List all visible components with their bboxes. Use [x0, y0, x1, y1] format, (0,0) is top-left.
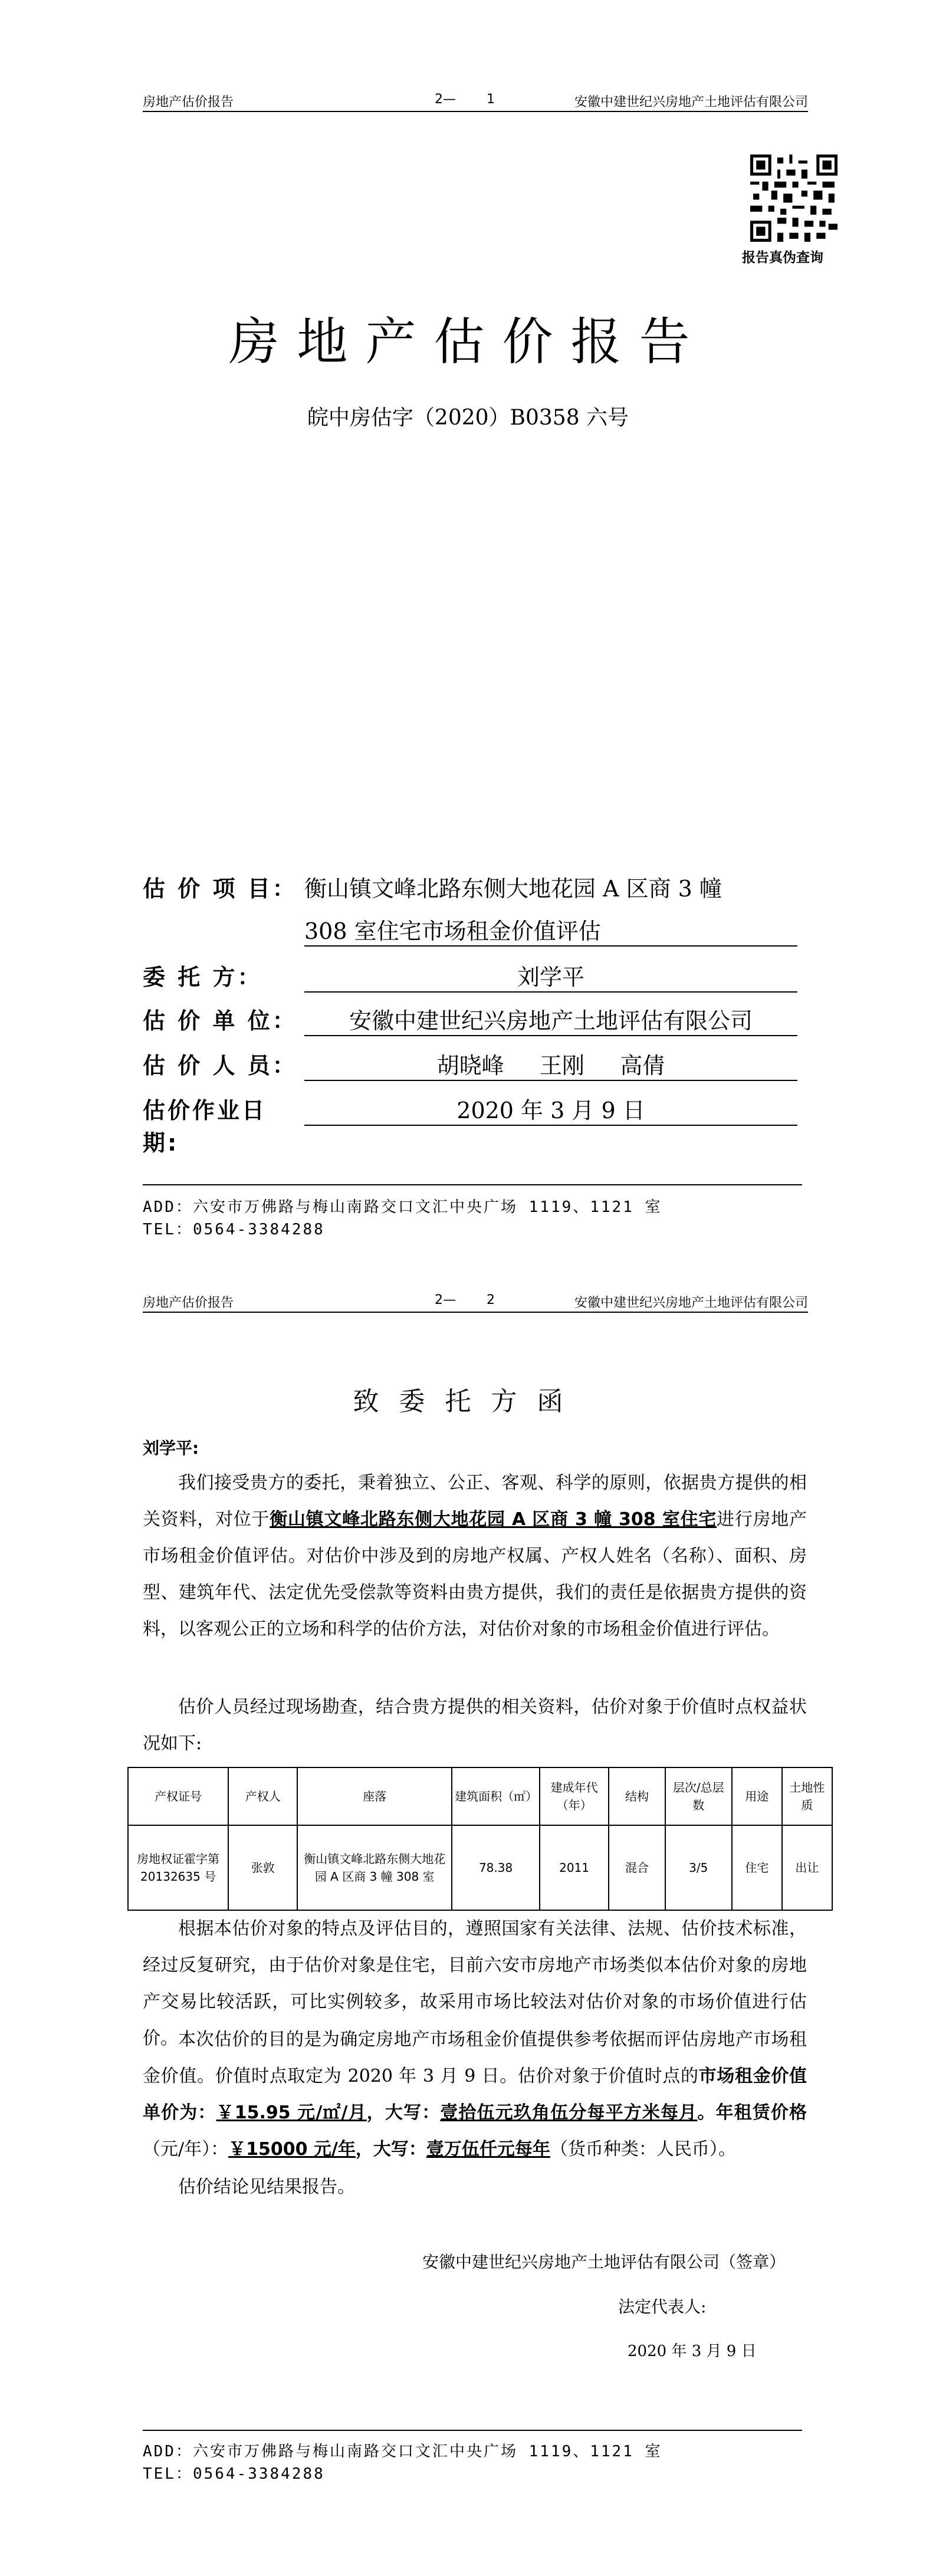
property-address: 衡山镇文峰北路东侧大地花园 A 区商 3 幢 308 室住宅	[270, 1509, 717, 1530]
field-client-value: 刘学平	[304, 959, 797, 993]
field-project-value-line2: 308 室住宅市场租金价值评估	[304, 913, 797, 947]
field-project	[143, 870, 302, 903]
field-date-label: 估价作业日期:	[143, 1098, 267, 1156]
property-info-table	[127, 1767, 833, 1911]
letter-paragraph-3: 根据本估价对象的特点及评估目的，遵照国家有关法律、法规、估价技术标准，经过反复研究，由于估价对象是住宅，目前六安市房地产市场类似本估价对象的房地产交易比较活跃，可比实例较多，故采用市场比较法对估价对象的市场价值进行估价。	[143, 1918, 807, 2049]
footer-divider	[143, 1184, 802, 1185]
unit-rent-value: ￥15.95 元/㎡/月	[216, 2102, 367, 2123]
field-unit-label: 估 价 单 位：	[143, 1008, 297, 1034]
table-header-cell: 产权人	[228, 1767, 297, 1825]
page-header	[143, 90, 808, 112]
field-unit-value: 安徽中建世纪兴房地产土地评估有限公司	[304, 1003, 797, 1036]
table-cell: 3/5	[665, 1825, 732, 1910]
header-title: 房地产估价报告	[143, 1296, 234, 1310]
field-staff-label: 估 价 人 员：	[143, 1053, 297, 1079]
table-cell: 衡山镇文峰北路东侧大地花园 A 区商 3 幢 308 室	[297, 1825, 452, 1910]
letter-paragraph-2: 估价人员经过现场勘查，结合贵方提供的相关资料，估价对象于价值时点权益状况如下:	[143, 1697, 807, 1754]
report-title: 房地产估价报告	[228, 313, 708, 372]
letter-paragraph-5: 估价结论见结果报告。	[178, 2177, 355, 2197]
signature-representative: 法定代表人:	[618, 2297, 707, 2317]
annual-rent-value: ￥15000 元/年	[228, 2139, 356, 2160]
letter-salutation: 刘学平:	[143, 1438, 199, 1458]
table-cell: 房地权证霍字第 20132635 号	[128, 1825, 228, 1910]
page-header	[143, 1290, 808, 1313]
letter-page	[0, 1288, 936, 2576]
field-staff	[143, 1047, 302, 1080]
field-date	[143, 1092, 302, 1157]
letter-title: 致委托方函	[353, 1386, 583, 1417]
header-page-number: 2— 1	[435, 92, 495, 107]
qr-code-label: 报告真伪查询	[742, 250, 823, 265]
table-header-row	[128, 1767, 832, 1825]
report-number: 皖中房估字（2020）B0358 六号	[307, 406, 629, 430]
table-row	[128, 1825, 832, 1910]
field-unit	[143, 1003, 302, 1035]
table-header-cell: 产权证号	[128, 1767, 228, 1825]
footer-address: ADD：六安市万佛路与梅山南路交口文汇中央广场 1119、1121 室	[143, 2443, 662, 2460]
qr-code-icon[interactable]	[750, 155, 838, 242]
field-client-label: 委 托 方：	[143, 964, 262, 990]
table-header-cell: 结构	[609, 1767, 665, 1825]
table-cell: 78.38	[452, 1825, 540, 1910]
table-cell: 混合	[609, 1825, 665, 1910]
table-cell: 住宅	[732, 1825, 782, 1910]
table-cell: 出让	[782, 1825, 832, 1910]
footer-divider	[143, 2430, 802, 2431]
footer-tel: TEL：0564-3384288	[143, 1221, 325, 1238]
field-client	[143, 959, 302, 991]
letter-paragraph-4: 本次估价的目的是为确定房地产市场租金价值提供参考依据而评估房地产市场租金价值。价值时点取定为 2020 年 3 月 9 日。估价对象于价值时点的市场租金价值单价为：￥15.95 元/㎡/月，大写：壹拾伍元玖角伍分每平方米每月。年租赁价格（元/年）：￥15000 元/年，大写：壹万伍仟元每年（货币种类：人民币）。	[143, 2029, 807, 2160]
unit-rent-in-words: 壹拾伍元玖角伍分每平方米每月	[440, 2102, 698, 2123]
footer-tel: TEL：0564-3384288	[143, 2465, 325, 2483]
table-cell: 2011	[540, 1825, 609, 1910]
header-company: 安徽中建世纪兴房地产土地评估有限公司	[574, 95, 808, 110]
table-header-cell: 建筑面积（㎡）	[452, 1767, 540, 1825]
header-page-number: 2— 2	[435, 1293, 495, 1307]
field-date-value: 2020 年 3 月 9 日	[304, 1092, 797, 1126]
header-company: 安徽中建世纪兴房地产土地评估有限公司	[574, 1296, 808, 1310]
letter-paragraph-1: 我们接受贵方的委托，秉着独立、公正、客观、科学的原则，依据贵方提供的相关资料，对位于衡山镇文峰北路东侧大地花园 A 区商 3 幢 308 室住宅进行房地产市场租金价值评估。对估价中涉及到的房地产权属、产权人姓名（名称）、面积、房型、建筑年代、法定优先受偿款等资料由贵方提供，我们的责任是依据贵方提供的资料，以客观公正的立场和科学的估价方法，对估价对象的市场租金价值进行评估。	[143, 1473, 807, 1639]
signature-date: 2020 年 3 月 9 日	[628, 2342, 757, 2360]
signature-company: 安徽中建世纪兴房地产土地评估有限公司（签章）	[422, 2252, 786, 2272]
field-staff-value: 胡晓峰 王刚 高倩	[304, 1047, 797, 1081]
table-cell: 张敦	[228, 1825, 297, 1910]
annual-rent-in-words: 壹万伍仟元每年	[426, 2139, 550, 2160]
table-header-cell: 层次/总层数	[665, 1767, 732, 1825]
table-header-cell: 建成年代（年）	[540, 1767, 609, 1825]
field-project-value-line1: 衡山镇文峰北路东侧大地花园 A 区商 3 幢	[304, 876, 722, 902]
field-project-label: 估 价 项 目：	[143, 876, 297, 902]
header-title: 房地产估价报告	[143, 95, 234, 110]
table-header-cell: 座落	[297, 1767, 452, 1825]
table-header-cell: 土地性质	[782, 1767, 832, 1825]
footer-address: ADD：六安市万佛路与梅山南路交口文汇中央广场 1119、1121 室	[143, 1198, 662, 1216]
table-header-cell: 用途	[732, 1767, 782, 1825]
